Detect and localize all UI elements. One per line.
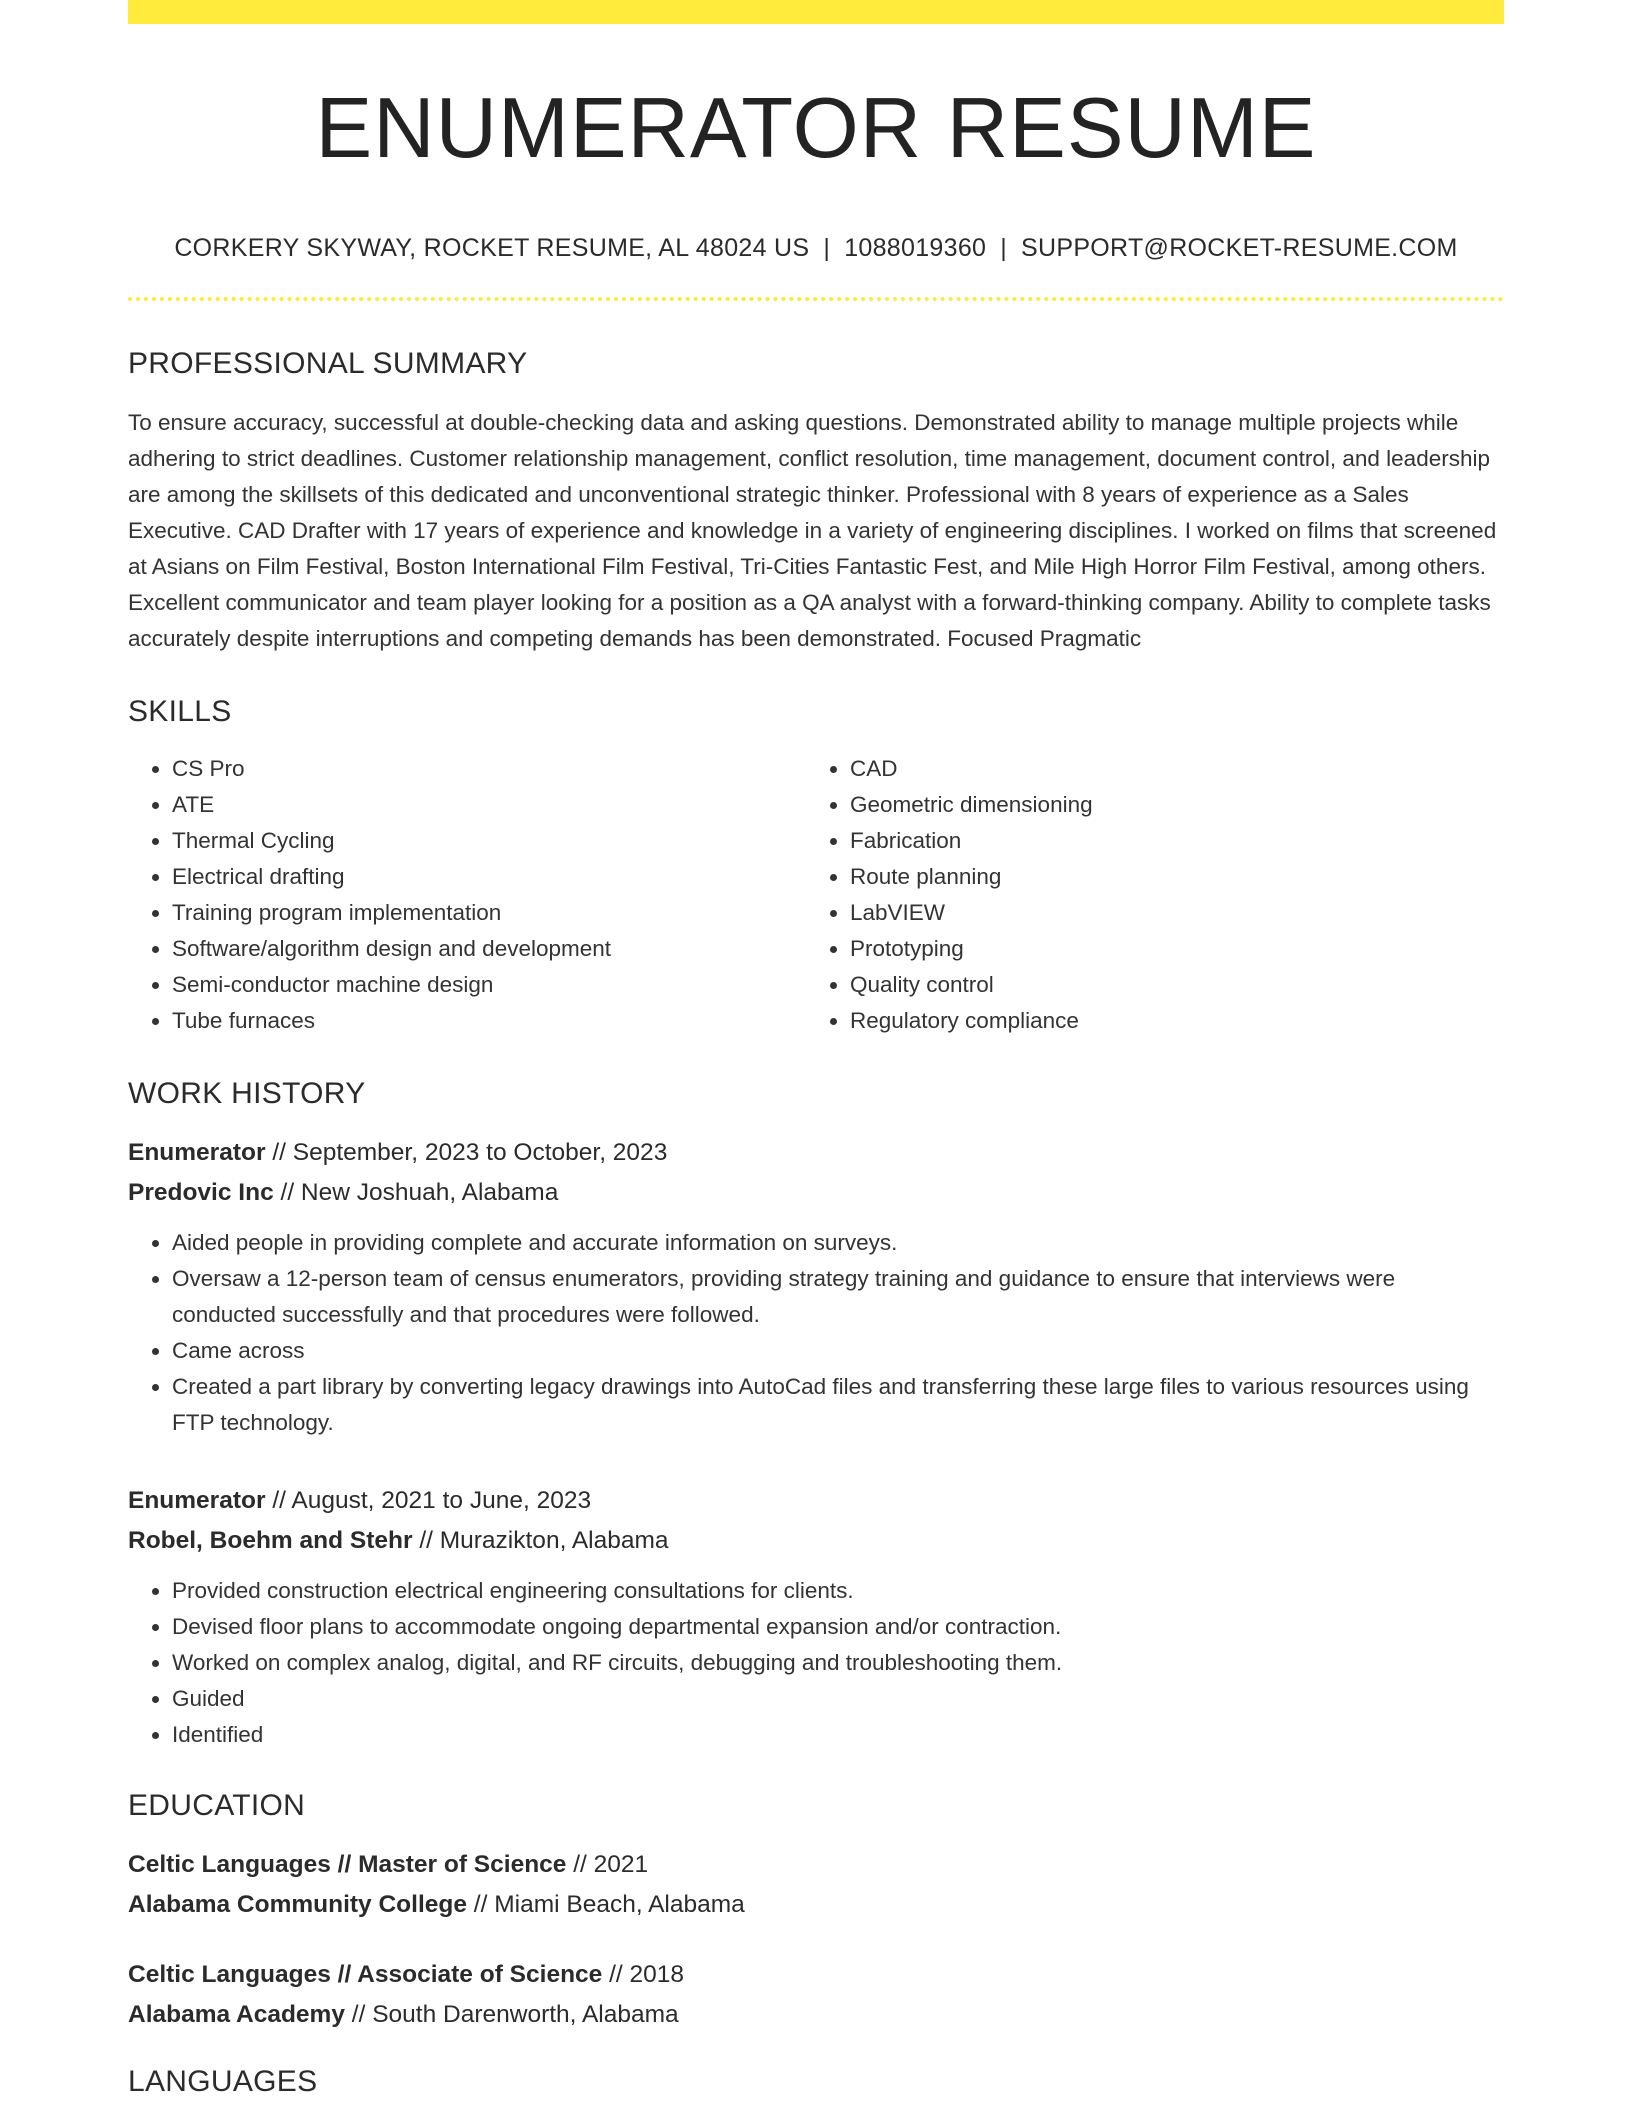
job-company: Robel, Boehm and Stehr [128,1526,413,1554]
education-school-line [128,1885,1504,1925]
education-year: // 2018 [602,1960,685,1988]
job-bullet: • Worked on complex analog, digital, and RF circuits, debugging and troubleshooting them. [172,1645,1504,1681]
education-location: // Miami Beach, Alabama [466,1890,745,1918]
skill-item: • LabVIEW [850,895,1484,931]
contact-separator: | [823,233,831,262]
section-title-education: EDUCATION [128,1788,306,1822]
skill-item: • Fabrication [850,823,1484,859]
contact-separator: | [1000,233,1008,262]
skills-column-left [128,751,806,1039]
skill-item: • Route planning [850,859,1484,895]
job-bullet: • Created a part library by converting legacy drawings into AutoCad files and transferring these large files to various resources using FTP technology. [172,1369,1504,1441]
skill-item: • ATE [172,787,806,823]
job-bullet: • Came across [172,1333,1504,1369]
job-location: // Murazikton, Alabama [412,1526,669,1554]
section-title-skills: SKILLS [128,694,232,728]
education-school-line [128,1995,1504,2035]
job-bullets [128,1225,1504,1441]
job-bullet: • Guided [172,1681,1504,1717]
skill-item: • CS Pro [172,751,806,787]
skill-item: • Geometric dimensioning [850,787,1484,823]
job-company: Predovic Inc [128,1178,274,1206]
accent-top-bar [128,0,1504,24]
section-title-summary: PROFESSIONAL SUMMARY [128,346,528,380]
summary-text: To ensure accuracy, successful at double-checking data and asking questions. Demonstrated ability to manage multiple projects while adhering to strict deadlines. Customer relationship management, conflict resolution, time management, document control, and leadership are among the skillsets of this dedicated and unconventional strategic thinker. Professional with 8 years of experience as a Sales Executive. CAD Drafter with 17 years of experience and knowledge in a variety of engineering disciplines. I worked on films that screened at Asians on Film Festival, Boston International Film Festival, Tri-Cities Fantastic Fest, and Mile High Horror Film Festival, among others. Excellent communicator and team player looking for a position as a QA analyst with a forward-thinking company. Ability to complete tasks accurately despite interruptions and competing demands has been demonstrated. Focused Pragmatic [128,409,1497,651]
education-degree-line [128,1845,1504,1885]
education-year: // 2021 [566,1850,649,1878]
job-bullet: • Identified [172,1717,1504,1753]
section-title-languages: LANGUAGES [128,2064,318,2098]
job-bullet: • Oversaw a 12-person team of census enumerators, providing strategy training and guidance to ensure that interviews were conducted successfully and that procedures were followed. [172,1261,1504,1333]
job-dates: // August, 2021 to June, 2023 [265,1486,592,1514]
contact-email: SUPPORT@ROCKET-RESUME.COM [1021,233,1458,262]
skills-column-right [806,751,1484,1039]
skill-item: • Tube furnaces [172,1003,806,1039]
education-location: // South Darenworth, Alabama [344,2000,679,2028]
skills-list [128,751,1504,1039]
job-role-line [128,1481,1504,1521]
education-entry [128,1955,1504,2035]
job-role: Enumerator [128,1486,266,1514]
skill-item: • CAD [850,751,1484,787]
skill-item: • Quality control [850,967,1484,1003]
job-company-line [128,1521,1504,1561]
job-company-line [128,1173,1504,1213]
section-title-work-history: WORK HISTORY [128,1076,366,1110]
job-dates: // September, 2023 to October, 2023 [265,1138,668,1166]
education-degree: Celtic Languages // Master of Science [128,1850,567,1878]
education-degree-line [128,1955,1504,1995]
resume-title: ENUMERATOR RESUME [315,81,1317,176]
job-entry [128,1481,1504,1753]
job-bullet: • Provided construction electrical engineering consultations for clients. [172,1573,1504,1609]
job-location: // New Joshuah, Alabama [273,1178,559,1206]
dotted-divider [128,297,1504,301]
skill-item: • Electrical drafting [172,859,806,895]
contact-address: CORKERY SKYWAY, ROCKET RESUME, AL 48024 US [174,233,810,262]
skill-item: • Thermal Cycling [172,823,806,859]
job-bullets [128,1573,1504,1753]
education-school: Alabama Community College [128,1890,467,1918]
skill-item: • Prototyping [850,931,1484,967]
education-school: Alabama Academy [128,2000,345,2028]
skill-item: • Training program implementation [172,895,806,931]
skill-item: • Regulatory compliance [850,1003,1484,1039]
education-entry [128,1845,1504,1925]
job-role: Enumerator [128,1138,266,1166]
resume-page [128,0,1504,2099]
education-degree: Celtic Languages // Associate of Science [128,1960,603,1988]
job-entry [128,1133,1504,1441]
job-bullet: • Devised floor plans to accommodate ongoing departmental expansion and/or contraction. [172,1609,1504,1645]
skill-item: • Semi-conductor machine design [172,967,806,1003]
job-role-line [128,1133,1504,1173]
contact-phone: 1088019360 [844,233,987,262]
skill-item: • Software/algorithm design and development [172,931,806,967]
contact-line [128,234,1504,263]
job-bullet: • Aided people in providing complete and accurate information on surveys. [172,1225,1504,1261]
